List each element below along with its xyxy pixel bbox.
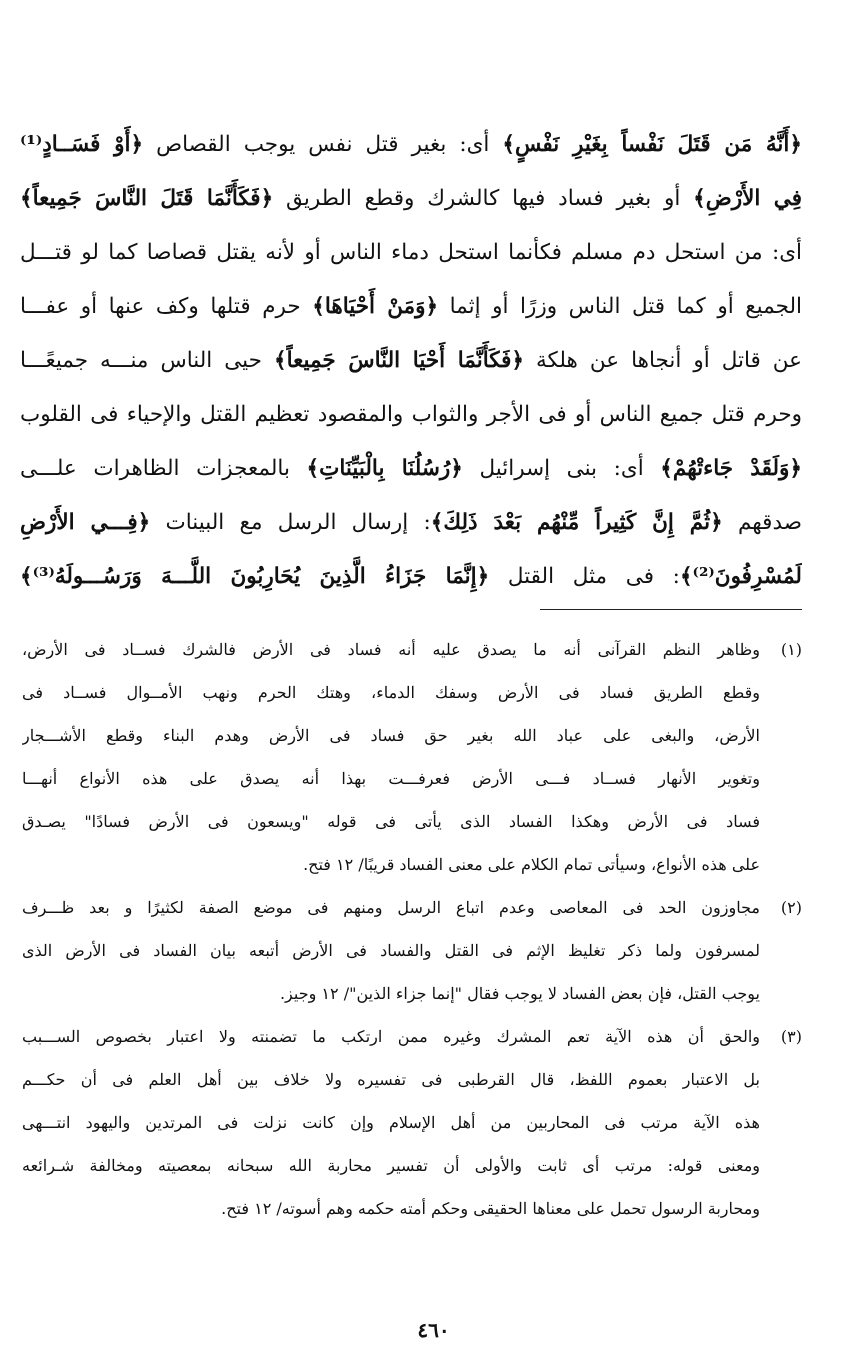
quran-verse: ﴿ثُمَّ إِنَّ كَثِيراً مِّنْهُم بَعْدَ ذَلِكَ﴾ [430, 510, 723, 535]
text-line [20, 496, 802, 550]
footnote-1 [22, 628, 802, 886]
footnote-text: هذه الآية مرتب فى المحاربين من أهل الإسلام وإن كانت نزلت فى المرتدين واليهود انتـــهى [22, 1113, 760, 1132]
quran-verse: فِي الأَرْضِ﴾ [693, 186, 802, 211]
text-line [20, 442, 802, 496]
footnotes [22, 628, 802, 1230]
quran-verse: ﴿فَكَأَنَّمَا أَحْيَا النَّاسَ جَمِيعاً﴾ [273, 348, 525, 373]
footnote-text: مجاوزون الحد فى المعاصى وعدم اتباع الرسل ومنهم فى موضع الصفة لكثيرًا و بعد ظـــرف [22, 898, 760, 917]
commentary-text: الجميع أو كما قتل الناس وزرًا أو إثما [438, 294, 802, 319]
text-line [20, 172, 802, 226]
text-line [20, 550, 802, 604]
footnote-number: (٣) [780, 1027, 802, 1046]
footnote-text: فساد فى الأرض وهكذا الفساد الذى يأتى فى قوله "ويسعون فى الأرض فسادًا" يصـدق [22, 812, 760, 831]
footnote-text: ومحاربة الرسول تحمل على معناها الحقيقى وحكم أمته حكمه وهم أسوته/ ١٢ فتح. [221, 1199, 760, 1218]
commentary-text: : إرسال الرسل مع البينات [150, 510, 431, 535]
quran-verse: ﴿فِـــي الأَرْضِ [20, 510, 151, 535]
quran-verse: ﴿أَوْ فَسَــادٍ⁽¹⁾ [20, 132, 144, 157]
quran-verse: لَمُسْرِفُونَ⁽²⁾﴾ [679, 564, 802, 589]
footnote-text: ومعنى قوله: مرتب أى ثابت والأولى أن تفسير محاربة الله سبحانه بمعصيته ومخالفة شـرائعه [22, 1156, 761, 1175]
text-line [20, 280, 802, 334]
quran-verse: ﴿إِنَّمَا جَزَاءُ الَّذِينَ يُحَارِبُونَ اللَّـــهَ وَرَسُـــولَهُ⁽³⁾﴾ [20, 564, 490, 589]
footnote-text: وقطع الطريق فساد فى الأرض وسفك الدماء، وهتك الحرم ونهب الأمــوال فســاد فى [22, 683, 760, 702]
footnote-text: الأرض، والبغى على عباد الله بغير حق فساد فى الأرض وهدم البناء وقطع الأشـــجار [22, 726, 760, 745]
footnote-text: يوجب القتل، فإن بعض الفساد لا يوجب فقال "إنما جزاء الذين"/ ١٢ وجيز. [279, 984, 760, 1003]
commentary-text: حرم قتلها وكف عنها أو عفـــا [20, 294, 313, 319]
quran-verse: ﴿وَمَنْ أَحْيَاهَا﴾ [312, 294, 439, 319]
text-line [20, 226, 802, 280]
footnote-separator [540, 609, 802, 610]
commentary-text: أو بغير فساد فيها كالشرك وقطع الطريق [273, 186, 694, 211]
footnote-text: والحق أن هذه الآية تعم المشرك وغيره ممن ارتكب ما تضمنته ولا اعتبار بخصوص الســـبب [22, 1027, 760, 1046]
footnote-text: لمسرفون ولما ذكر تغليظ الإثم فى القتل والفساد فى الأرض أتبعه بيان الفساد فى الأرض الذى [22, 941, 760, 960]
commentary-text: بالمعجزات الظاهرات علـــى [20, 456, 307, 481]
footnote-2 [22, 886, 802, 1015]
quran-verse: ﴿رُسُلُنَا بِالْبَيِّنَاتِ﴾ [306, 456, 463, 481]
footnote-text: بل الاعتبار بعموم اللفظ، قال القرطبى فى تفسيره ولا خلاف بين أهل العلم فى أن حكـــم [22, 1070, 760, 1089]
quran-verse: ﴿فَكَأَنَّمَا قَتَلَ النَّاسَ جَمِيعاً﴾ [20, 186, 274, 211]
commentary-text: : فى مثل القتل [489, 564, 680, 589]
main-text [20, 118, 802, 604]
commentary-text: وحرم قتل جميع الناس أو فى الأجر والثواب والمقصود تعظيم القتل والإحياء فى القلوب [20, 402, 802, 427]
footnote-number: (٢) [780, 898, 802, 917]
commentary-text: أى: من استحل دم مسلم فكأنما استحل دماء الناس أو لأنه يقتل قصاصا كما لو قتـــل [20, 240, 802, 265]
quran-verse: ﴿وَلَقَدْ جَاءتْهُمْ﴾ [660, 456, 802, 481]
commentary-text: أى: بغير قتل نفس يوجب القصاص [143, 132, 503, 157]
footnote-text: وظاهر النظم القرآنى أنه ما يصدق عليه أنه فساد فى الأرض فالشرك فســاد فى الأرض، [22, 640, 761, 659]
quran-verse: ﴿أَنَّهُ مَن قَتَلَ نَفْساً بِغَيْرِ نَفْسٍ﴾ [502, 132, 802, 157]
commentary-text: صدقهم [722, 510, 802, 535]
text-line [20, 118, 802, 172]
page-number: ٤٦٠ [417, 1318, 450, 1342]
commentary-text: أى: بنى إسرائيل [462, 456, 661, 481]
commentary-text: حيى الناس منـــه جميعًـــا [20, 348, 274, 373]
text-line [20, 388, 802, 442]
footnote-3 [22, 1015, 802, 1230]
text-line [20, 334, 802, 388]
footnote-text: وتغوير الأنهار فســاد فـــى الأرض فعرفـــت بهذا أنه يصدق على هذه الأنواع أنهـــا [22, 769, 760, 788]
footnote-number: (١) [780, 640, 802, 659]
commentary-text: عن قاتل أو أنجاها عن هلكة [524, 348, 802, 373]
footnote-text: على هذه الأنواع، وسيأتى تمام الكلام على معنى الفساد قريبًا/ ١٢ فتح. [303, 855, 760, 874]
